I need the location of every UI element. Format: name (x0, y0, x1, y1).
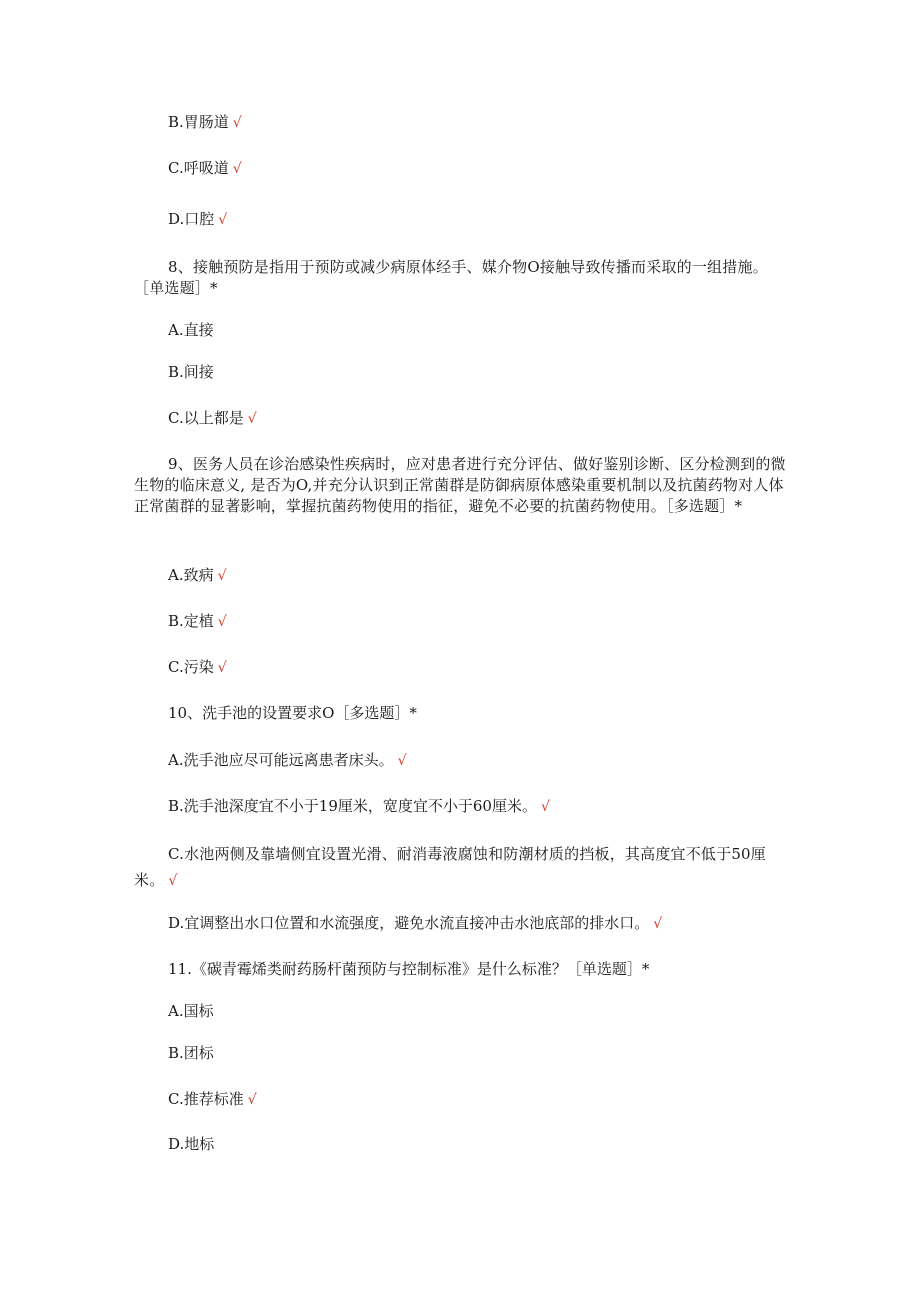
q10-option-c[interactable]: C.水池两侧及靠墙侧宜设置光滑、耐消毒液腐蚀和防潮材质的挡板，其高度宜不低于50厘米。 √ (134, 845, 767, 889)
check-icon: √ (217, 660, 227, 676)
q9-option-c[interactable]: C.污染 √ (168, 658, 227, 676)
check-icon: √ (397, 753, 407, 769)
check-icon: √ (247, 1092, 257, 1108)
check-icon: √ (247, 411, 257, 427)
q11-option-b[interactable]: B.团标 (168, 1044, 214, 1062)
check-icon: √ (217, 614, 227, 630)
check-icon: √ (168, 873, 178, 889)
q7-option-c[interactable]: C.呼吸道 √ (168, 159, 242, 177)
q11-option-c[interactable]: C.推荐标准 √ (168, 1090, 257, 1108)
check-icon: √ (217, 568, 227, 584)
q9-text: 9、医务人员在诊治感染性疾病时，应对患者进行充分评估、做好鉴别诊断、区分检测到的微生物的临床意义, 是否为O,并充分认识到正常菌群是防御病原体感染重要机制以及抗菌药物对人体正常菌群的显著影响，掌握抗菌药物使用的指征，避免不必要的抗菌药物使用。［多选题］* (134, 455, 786, 515)
q10-option-b[interactable]: B.洗手池深度宜不小于19厘米，宽度宜不小于60厘米。 √ (168, 797, 550, 815)
q7-option-b[interactable]: B.胃肠道 √ (168, 113, 242, 131)
q10-text: 10、洗手池的设置要求O［多选题］* (168, 704, 417, 722)
q11-option-a[interactable]: A.国标 (168, 1002, 214, 1020)
q8-option-b[interactable]: B.间接 (168, 363, 214, 381)
q7-option-d[interactable]: D.口腔 √ (168, 210, 228, 228)
q8-text: 8、接触预防是指用于预防或减少病原体经手、媒介物O接触导致传播而采取的一组措施。［单选题］* (134, 258, 768, 297)
check-icon: √ (232, 161, 242, 177)
q10-option-a[interactable]: A.洗手池应尽可能远离患者床头。 √ (168, 751, 407, 769)
check-icon: √ (218, 212, 228, 228)
q10-option-d[interactable]: D.宜调整出水口位置和水流强度，避免水流直接冲击水池底部的排水口。 √ (168, 914, 663, 932)
q8-option-a[interactable]: A.直接 (168, 321, 214, 339)
q9-option-a[interactable]: A.致病 √ (168, 566, 227, 584)
check-icon: √ (232, 115, 242, 131)
check-icon: √ (540, 799, 550, 815)
q9-option-b[interactable]: B.定植 √ (168, 612, 227, 630)
q8-option-c[interactable]: C.以上都是 √ (168, 409, 257, 427)
check-icon: √ (653, 916, 663, 932)
q11-option-d[interactable]: D.地标 (168, 1135, 215, 1153)
q11-text: 11.《碳青霉烯类耐药肠杆菌预防与控制标准》是什么标准？［单选题］* (168, 960, 650, 978)
